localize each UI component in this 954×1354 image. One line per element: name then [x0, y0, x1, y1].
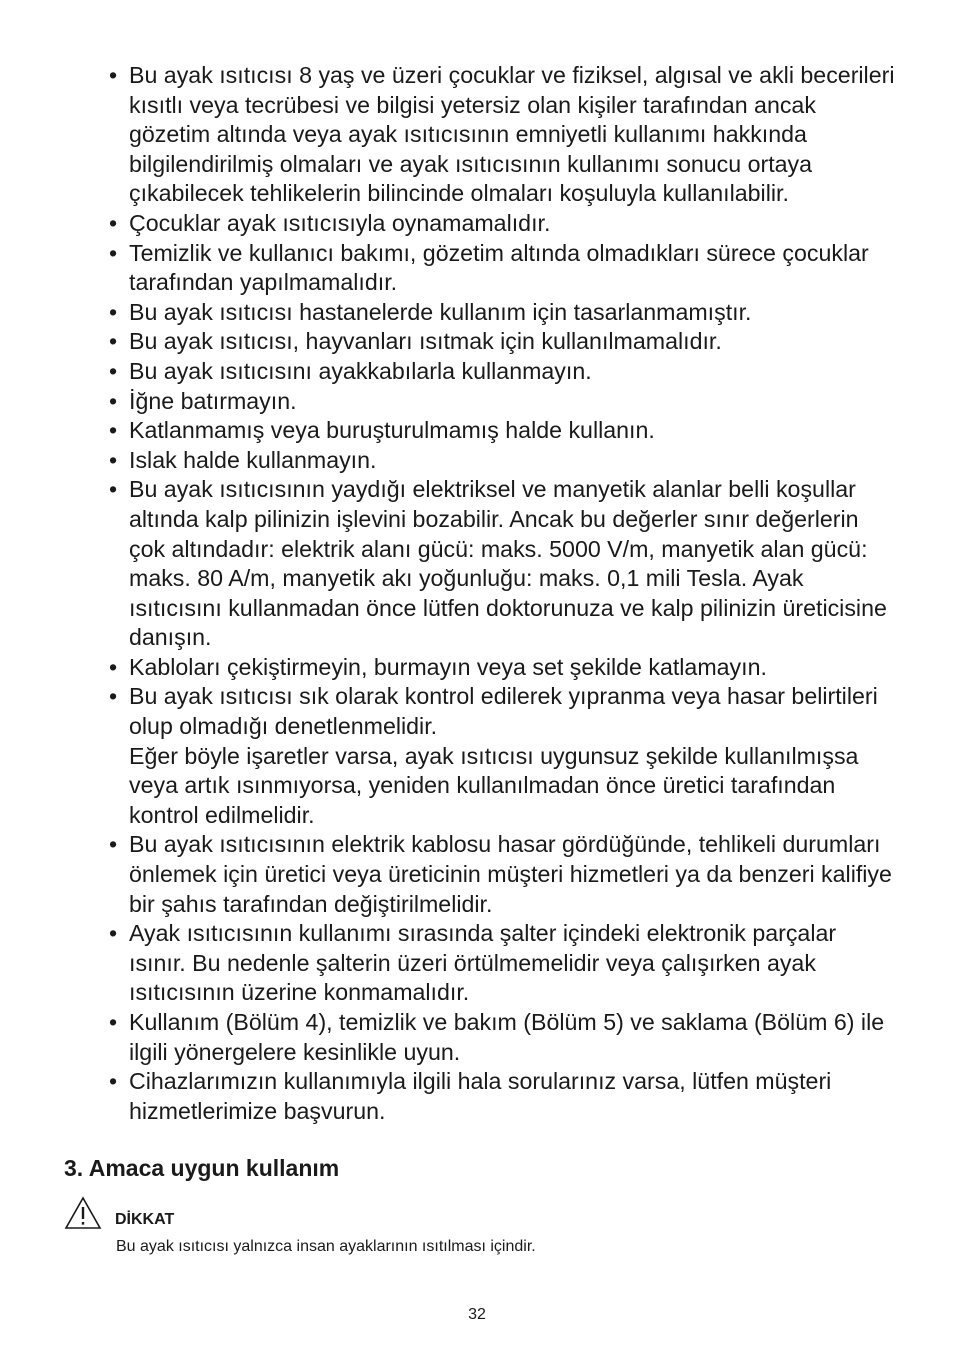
- bullet-text: Bu ayak ısıtıcısı, hayvanları ısıtmak için kullanılmamalıdır.: [129, 328, 722, 355]
- list-item: [109, 1067, 899, 1126]
- bullet-marker: •: [109, 831, 118, 858]
- bullet-marker: •: [109, 1009, 118, 1035]
- bullet-marker: •: [109, 920, 118, 947]
- warning-triangle-icon: [64, 1196, 102, 1230]
- bullet-text: Bu ayak ısıtıcısını ayakkabılarla kullanmayın.: [129, 357, 592, 384]
- section-heading: 3. Amaca uygun kullanım: [64, 1155, 340, 1181]
- list-item: [109, 387, 899, 417]
- bullet-text: Bu ayak ısıtıcısının elektrik kablosu hasar gördüğünde, tehlikeli durumları önlemek için üretici veya üreticinin müşteri hizmetleri ya da benzeri kalifiye bir şahıs tarafından değiştirilmelidir.: [129, 831, 892, 917]
- bullet-text: Kullanım (Bölüm 4), temizlik ve bakım (Bölüm 5) ve saklama (Bölüm 6) ile ilgili yönergelere kesinlikle uyun.: [129, 1009, 885, 1065]
- bullet-text: Ayak ısıtıcısının kullanımı sırasında şalter içindeki elektronik parçalar ısınır. Bu nedenle şalterin üzeri örtülmemelidir veya çalışırken ayak ısıtıcısının üzerine konmamalıdır.: [129, 920, 837, 1006]
- list-item: [109, 357, 899, 387]
- bullet-marker: •: [109, 1068, 118, 1095]
- list-item: [109, 327, 899, 357]
- list-item: [109, 653, 899, 683]
- list-item: [109, 682, 899, 830]
- bullet-text: Çocuklar ayak ısıtıcısıyla oynamamalıdır.: [129, 209, 551, 236]
- bullet-text: Bu ayak ısıtıcısı hastanelerde kullanım için tasarlanmamıştır.: [129, 298, 752, 325]
- bullet-marker: •: [109, 209, 118, 236]
- bullet-text: Bu ayak ısıtıcısı 8 yaş ve üzeri çocuklar ve fiziksel, algısal ve akli becerileri kısıtlı veya tecrübesi ve bilgisi yetersiz olan kişiler tarafından ancak gözetim altında veya ayak ısıtıcısının emniyetli kullanımı hakkında bilgilendirilmiş olmaları ve ayak ısıtıcısının kullanımı sonucu ortaya çıkabilecek tehlikelerin bilincinde olmaları koşuluyla kullanılabilir.: [129, 62, 895, 207]
- bullet-text: Katlanmamış veya buruşturulmamış halde kullanın.: [129, 417, 655, 444]
- bullet-marker: •: [109, 653, 118, 680]
- bullet-marker: •: [109, 328, 118, 355]
- safety-bullet-list: [109, 61, 899, 1126]
- bullet-text: İğne batırmayın.: [129, 387, 297, 414]
- bullet-marker: •: [109, 239, 118, 266]
- bullet-text: Temizlik ve kullanıcı bakımı, gözetim altında olmadıkları sürece çocuklar tarafından yapılmamalıdır.: [129, 239, 869, 296]
- page-number: 32: [468, 1306, 486, 1323]
- list-item: [109, 209, 899, 239]
- bullet-text: Eğer böyle işaretler varsa, ayak ısıtıcısı uygunsuz şekilde kullanılmışsa veya artık ısınmıyorsa, yeniden kullanılmadan önce üretici tarafından kontrol edilmelidir.: [129, 742, 859, 828]
- list-item: [109, 919, 899, 1008]
- bullet-marker: •: [109, 417, 118, 444]
- list-item: [109, 416, 899, 446]
- bullet-text: Cihazlarımızın kullanımıyla ilgili hala sorularınız varsa, lütfen müşteri hizmetlerimize başvurun.: [129, 1068, 832, 1124]
- bullet-marker: •: [109, 298, 118, 325]
- bullet-text: Bu ayak ısıtıcısının yaydığı elektriksel ve manyetik alanlar belli koşullar altında kalp pilinizin işlevini bozabilir. Ancak bu değerler sınır değerlerin çok altındadır: elektrik alanı gücü: maks. 5000 V/m, manyetik alan gücü: maks. 80 A/m, manyetik akı yoğunluğu: maks. 0,1 mili Tesla. Ayak ısıtıcısını kullanmadan önce lütfen doktorunuza ve kalp pilinizin üreticisine danışın.: [129, 476, 887, 651]
- bullet-marker: •: [109, 62, 118, 88]
- list-item: [109, 830, 899, 919]
- bullet-marker: •: [109, 387, 118, 414]
- bullet-marker: •: [109, 357, 118, 384]
- list-item: [109, 298, 899, 328]
- bullet-text: Islak halde kullanmayın.: [129, 446, 377, 473]
- list-item: [109, 475, 899, 653]
- list-item: [109, 446, 899, 476]
- bullet-text: Kabloları çekiştirmeyin, burmayın veya set şekilde katlamayın.: [129, 653, 767, 680]
- list-item: [109, 239, 899, 298]
- bullet-marker: •: [109, 476, 118, 503]
- bullet-marker: •: [109, 446, 118, 473]
- warning-title: DİKKAT: [115, 1211, 175, 1228]
- list-item: [109, 1008, 899, 1067]
- list-item: [109, 61, 899, 209]
- warning-text: Bu ayak ısıtıcısı yalnızca insan ayaklarının ısıtılması içindir.: [116, 1238, 536, 1255]
- bullet-marker: •: [109, 683, 118, 710]
- bullet-text: Bu ayak ısıtıcısı sık olarak kontrol edilerek yıpranma veya hasar belirtileri olup olmadığı denetlenmelidir.: [129, 683, 878, 740]
